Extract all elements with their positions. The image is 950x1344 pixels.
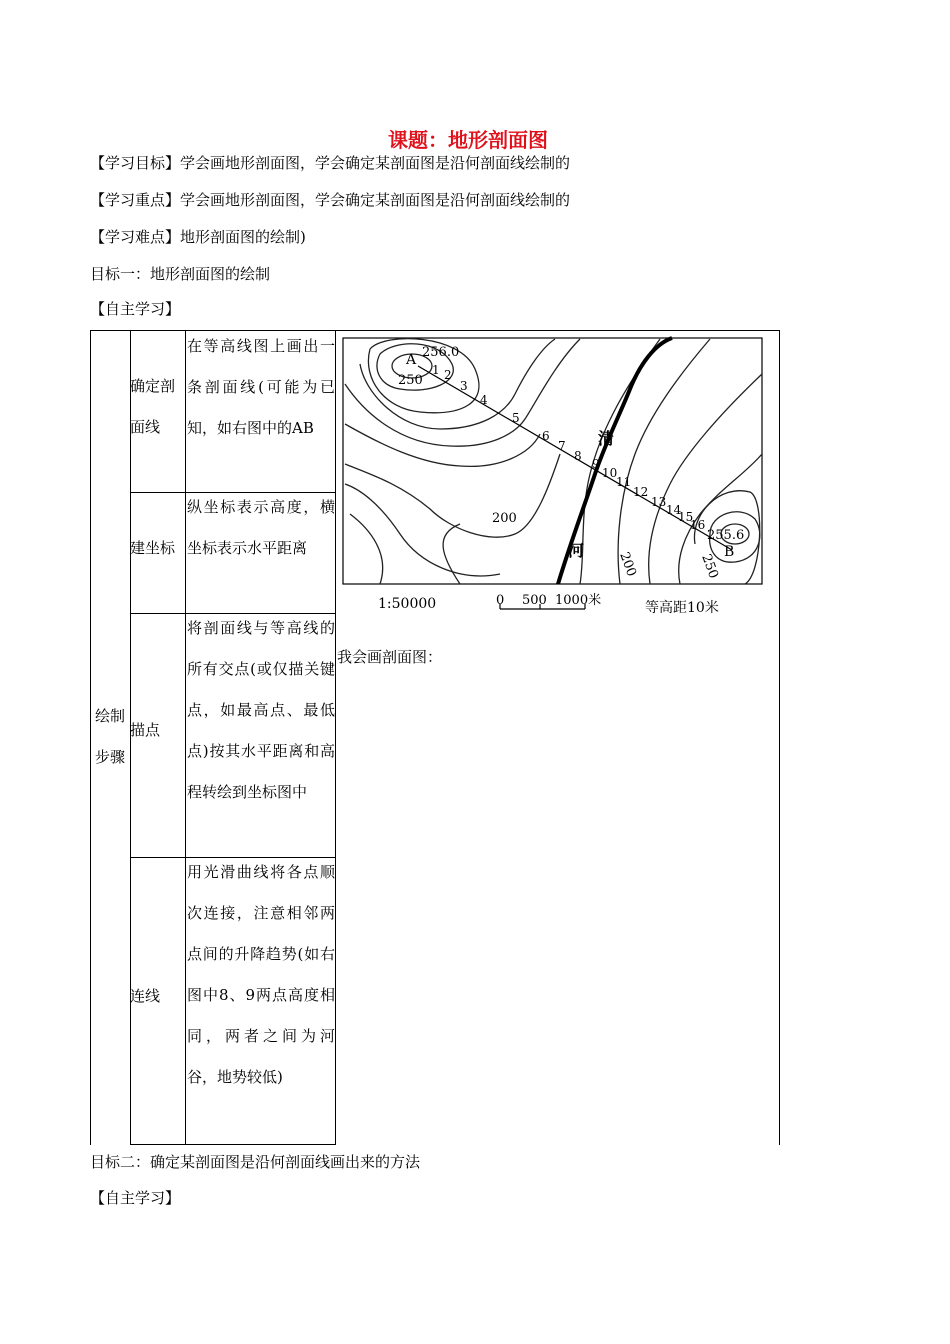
map-contour-label: 250 xyxy=(398,373,423,388)
map-contour-label: 200 xyxy=(616,550,639,579)
map-point-number: 12 xyxy=(633,485,649,499)
scale-tick: 500 xyxy=(522,593,547,608)
map-point-number: 15 xyxy=(678,510,694,524)
map-point-a: A xyxy=(406,352,417,368)
map-point-number: 5 xyxy=(512,411,520,425)
map-interval: 等高距10米 xyxy=(645,600,719,616)
learning-focus: 【学习重点】学会画地形剖面图，学会确定某剖面图是沿何剖面线绘制的 xyxy=(90,191,571,209)
map-point-number: 16 xyxy=(690,518,706,532)
map-scale: 1:50000 xyxy=(378,596,437,612)
map-point-number: 11 xyxy=(616,475,632,489)
map-point-number: 6 xyxy=(542,429,550,443)
self-study-heading: 【自主学习】 xyxy=(90,300,181,318)
map-point-number: 4 xyxy=(480,393,488,407)
map-point-number: 2 xyxy=(444,368,452,382)
map-point-number: 1 xyxy=(432,363,440,377)
step-desc-connect: 用光滑曲线将各点顺次连接，注意相邻两点间的升降趋势(如右图中8、9两点高度相同，两者之间为河谷，地势较低) xyxy=(187,863,335,1086)
map-point-number: 3 xyxy=(460,379,468,393)
step-desc-plot: 将剖面线与等高线的所有交点(或仅描关键点，如最高点、最低点)按其水平距离和高程转绘到坐标图中 xyxy=(187,619,335,801)
map-contour-label: 250 xyxy=(698,552,721,581)
answer-prompt: 我会画剖面图： xyxy=(337,648,443,666)
map-peak-b: 255.6 xyxy=(707,528,745,543)
map-point-number: 10 xyxy=(602,466,618,480)
scale-tick: 1000米 xyxy=(555,593,602,608)
map-point-number: 7 xyxy=(558,439,566,453)
map-point-number: 8 xyxy=(574,449,582,463)
map-peak-a: 256.0 xyxy=(422,345,460,360)
step-label-connect: 连线 xyxy=(130,987,161,1005)
map-river-char: 河 xyxy=(568,541,585,560)
step-label-axes: 建坐标 xyxy=(130,539,176,557)
goal-one: 目标一：地形剖面图的绘制 xyxy=(90,265,271,283)
map-point-number: 14 xyxy=(666,503,682,517)
scale-tick: 0 xyxy=(496,593,505,608)
map-point-number: 13 xyxy=(651,495,667,509)
self-study-heading-2: 【自主学习】 xyxy=(90,1189,181,1207)
page-title: 课题：地形剖面图 xyxy=(388,128,548,152)
map-point-b: B xyxy=(724,544,735,560)
map-point-number: 9 xyxy=(592,457,600,471)
learning-objective: 【学习目标】学会画地形剖面图，学会确定某剖面图是沿何剖面线绘制的 xyxy=(90,154,571,172)
drawing-steps-table xyxy=(90,330,780,1145)
step-desc-section-line: 在等高线图上画出一条剖面线(可能为已知，如右图中的AB xyxy=(187,337,335,437)
map-contour-label: 200 xyxy=(492,511,517,526)
goal-two: 目标二：确定某剖面图是沿何剖面线画出来的方法 xyxy=(90,1153,421,1171)
drawing-steps-label: 绘制步骤 xyxy=(94,707,125,766)
step-label-plot: 描点 xyxy=(130,721,161,739)
step-label-section-line: 确定剖面线 xyxy=(130,377,176,436)
contour-map xyxy=(340,334,770,624)
step-desc-axes: 纵坐标表示高度，横坐标表示水平距离 xyxy=(187,498,335,557)
learning-difficulty: 【学习难点】地形剖面图的绘制) xyxy=(90,228,306,246)
map-river-char: 清 xyxy=(598,429,615,448)
